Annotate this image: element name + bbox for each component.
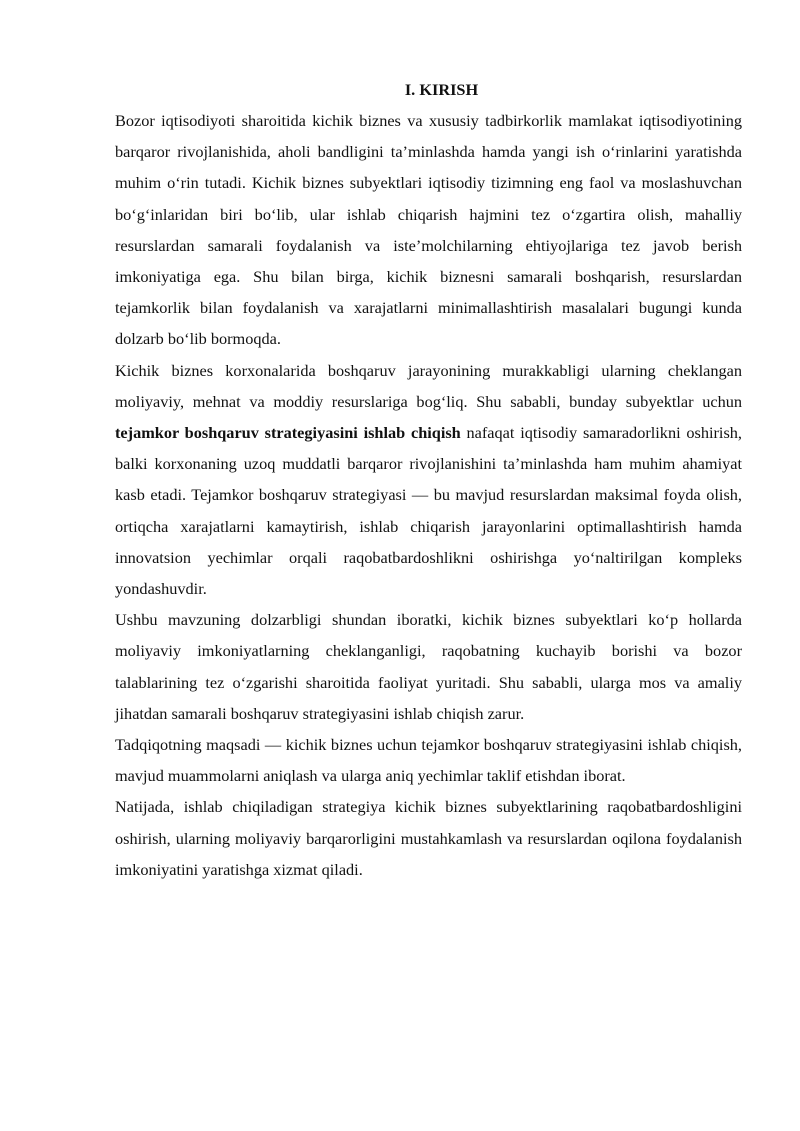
paragraph-result: Natijada, ishlab chiqiladigan strategiya kichik biznes subyektlarining raqobatbardoshligini oshirish, ularning moliyaviy barqarorligini mustahkamlash va resurslardan oqilona foydalanish imkoniyatini yaratishga xizmat qiladi. (115, 797, 742, 879)
paragraph-text-segment: Kichik biznes korxonalarida boshqaruv jarayonining murakkabligi ularning cheklangan moliyaviy, mehnat va moddiy resurslariga bog‘liq. Shu sababli, bunday subyektlar uchun (115, 360, 742, 411)
paragraph-relevance: Ushbu mavzuning dolzarbligi shundan iboratki, kichik biznes subyektlari ko‘p hollarda moliyaviy imkoniyatlarning cheklanganligi, raqobatning kuchayib borishi va bozor talablarining tez o‘zgarishi sharoitida faoliyat yuritadi. Shu sababli, ularga mos va amaliy jihatdan samarali boshqaruv strategiyasini ishlab chiqish zarur. (115, 610, 742, 723)
paragraph-introduction: Bozor iqtisodiyoti sharoitida kichik biznes va xususiy tadbirkorlik mamlakat iqtisodiyotining barqaror rivojlanishida, aholi bandligini ta’minlashda hamda yangi ish o‘rinlarini yaratishda muhim o‘rin tutadi. Kichik biznes subyektlari iqtisodiy tizimning eng faol va moslashuvchan bo‘g‘inlaridan biri bo‘lib, ular ishlab chiqarish hajmini tez o‘zgartira olish, mahalliy resurslardan samarali foydalanish va iste’molchilarning ehtiyojlariga tez javob berish imkoniyatiga ega. Shu bilan birga, kichik biznesni samarali boshqarish, resurslardan tejamkorlik bilan foydalanish va xarajatlarni minimallashtirish masalalari bugungi kunda dolzarb bo‘lib bormoqda. (115, 111, 742, 349)
paragraph-management-complexity (115, 355, 742, 605)
document-page (115, 74, 742, 885)
paragraph-text-segment: nafaqat iqtisodiy samaradorlikni oshirish, balki korxonaning uzoq muddatli barqaror rivojlanishini ta’minlashda ham muhim ahamiyat kasb etadi. Tejamkor boshqaruv strategiyasi — bu mavjud resurslardan maksimal foyda olish, ortiqcha xarajatlarni kamaytirish, ishlab chiqarish jarayonlarini optimallashtirish hamda innovatsion yechimlar orqali raqobatbardoshlikni oshirishga yo‘naltirilgan kompleks yondashuvdir. (115, 423, 743, 599)
paragraph-research-goal: Tadqiqotning maqsadi — kichik biznes uchun tejamkor boshqaruv strategiyasini ishlab chiqish, mavjud muammolarni aniqlash va ularga aniq yechimlar taklif etishdan iborat. (115, 735, 742, 786)
bold-phrase: tejamkor boshqaruv strategiyasini ishlab chiqish (115, 423, 461, 443)
section-heading: I. KIRISH (404, 80, 479, 99)
